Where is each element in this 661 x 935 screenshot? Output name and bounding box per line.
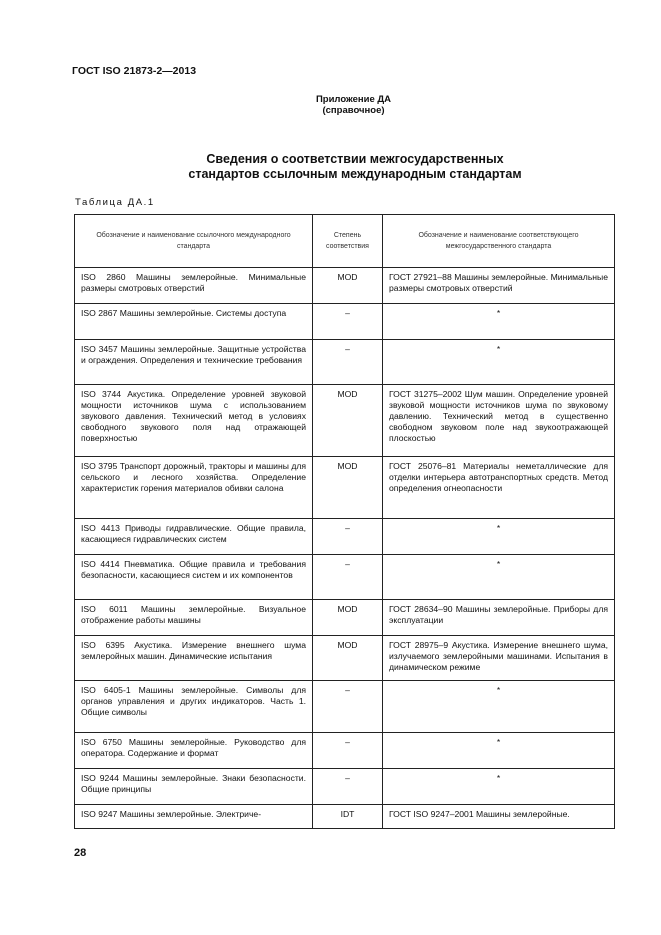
table-row — [75, 769, 615, 805]
section-title-line-1: Сведения о соответствии межгосударственных — [206, 152, 504, 166]
header-interstate-standard: Обозначение и наименование соответствующего межгосударственного стандарта — [383, 215, 615, 268]
international-standard-cell: ISO 6750 Машины землеройные. Руководство для оператора. Содержание и формат — [75, 733, 313, 769]
international-standard-cell: ISO 9247 Машины землеройные. Электриче- — [75, 805, 313, 829]
document-code: ГОСТ ISO 21873-2—2013 — [72, 65, 197, 77]
degree-cell: – — [313, 681, 383, 733]
international-standard-cell: ISO 6011 Машины землеройные. Визуальное отображение работы машины — [75, 600, 313, 636]
table-row — [75, 457, 615, 519]
header-international-standard: Обозначение и наименование ссылочного международного стандарта — [75, 215, 313, 268]
table-row — [75, 600, 615, 636]
table-caption: Таблица ДА.1 — [75, 197, 155, 208]
table-header-row — [75, 215, 615, 268]
degree-cell: MOD — [313, 600, 383, 636]
degree-cell: – — [313, 304, 383, 340]
appendix-subtitle: (справочное) — [322, 105, 385, 116]
international-standard-cell: ISO 3795 Транспорт дорожный, тракторы и машины для сельского и лесного хозяйства. Определение характеристик горения материалов обивки салона — [75, 457, 313, 519]
degree-cell: – — [313, 519, 383, 555]
degree-cell: – — [313, 340, 383, 385]
table-row — [75, 304, 615, 340]
interstate-standard-cell: * — [383, 555, 615, 600]
degree-cell: – — [313, 733, 383, 769]
appendix-title: Приложение ДА — [315, 94, 392, 105]
interstate-standard-cell: ГОСТ 28634–90 Машины землеройные. Приборы для эксплуатации — [383, 600, 615, 636]
page-number: 28 — [74, 847, 87, 859]
section-title-line-2: стандартов ссылочным международным стандартам — [188, 167, 522, 181]
degree-cell: MOD — [313, 268, 383, 304]
international-standard-cell: ISO 2867 Машины землеройные. Системы доступа — [75, 304, 313, 340]
table-row — [75, 519, 615, 555]
international-standard-cell: ISO 4413 Приводы гидравлические. Общие правила, касающиеся гидравлических систем — [75, 519, 313, 555]
table-row — [75, 340, 615, 385]
correspondence-table — [74, 214, 615, 829]
degree-cell: MOD — [313, 385, 383, 457]
interstate-standard-cell: * — [383, 733, 615, 769]
international-standard-cell: ISO 9244 Машины землеройные. Знаки безопасности. Общие принципы — [75, 769, 313, 805]
interstate-standard-cell: * — [383, 304, 615, 340]
table-row — [75, 385, 615, 457]
degree-cell: – — [313, 555, 383, 600]
international-standard-cell: ISO 4414 Пневматика. Общие правила и требования безопасности, касающиеся систем и их компонентов — [75, 555, 313, 600]
table-row — [75, 805, 615, 829]
table-row — [75, 268, 615, 304]
table-row — [75, 733, 615, 769]
interstate-standard-cell: * — [383, 519, 615, 555]
appendix-heading — [0, 94, 661, 116]
degree-cell: MOD — [313, 636, 383, 681]
international-standard-cell: ISO 2860 Машины землеройные. Минимальные размеры смотровых отверстий — [75, 268, 313, 304]
interstate-standard-cell: * — [383, 340, 615, 385]
table-row — [75, 555, 615, 600]
table-row — [75, 681, 615, 733]
interstate-standard-cell: * — [383, 681, 615, 733]
interstate-standard-cell: ГОСТ 28975–9 Акустика. Измерение внешнего шума, излучаемого землеройными машинами. Испытания в динамическом режиме — [383, 636, 615, 681]
table-body — [75, 268, 615, 829]
degree-cell: IDT — [313, 805, 383, 829]
international-standard-cell: ISO 6395 Акустика. Измерение внешнего шума землеройных машин. Динамические испытания — [75, 636, 313, 681]
section-title — [60, 152, 650, 182]
degree-cell: – — [313, 769, 383, 805]
international-standard-cell: ISO 6405-1 Машины землеройные. Символы для органов управления и других индикаторов. Часть 1. Общие символы — [75, 681, 313, 733]
interstate-standard-cell: ГОСТ 25076–81 Материалы неметаллические для отделки интерьера автотранспортных средств. Метод определения огнеопасности — [383, 457, 615, 519]
interstate-standard-cell: ГОСТ 27921–88 Машины землеройные. Минимальные размеры смотровых отверстий — [383, 268, 615, 304]
header-degree-of-correspondence: Степень соответствия — [313, 215, 383, 268]
degree-cell: MOD — [313, 457, 383, 519]
international-standard-cell: ISO 3744 Акустика. Определение уровней звуковой мощности источников шума с использованием звукового давления. Технический метод в условиях свободного звукового поля над отражающей поверхностью — [75, 385, 313, 457]
international-standard-cell: ISO 3457 Машины землеройные. Защитные устройства и ограждения. Определения и технические требования — [75, 340, 313, 385]
interstate-standard-cell: ГОСТ ISO 9247–2001 Машины землеройные. — [383, 805, 615, 829]
interstate-standard-cell: ГОСТ 31275–2002 Шум машин. Определение уровней звуковой мощности источников шума по звуковому давлению. Технический метод в существенно свободном звуковом поле над звукоотражающей плоскостью — [383, 385, 615, 457]
table-row — [75, 636, 615, 681]
interstate-standard-cell: * — [383, 769, 615, 805]
